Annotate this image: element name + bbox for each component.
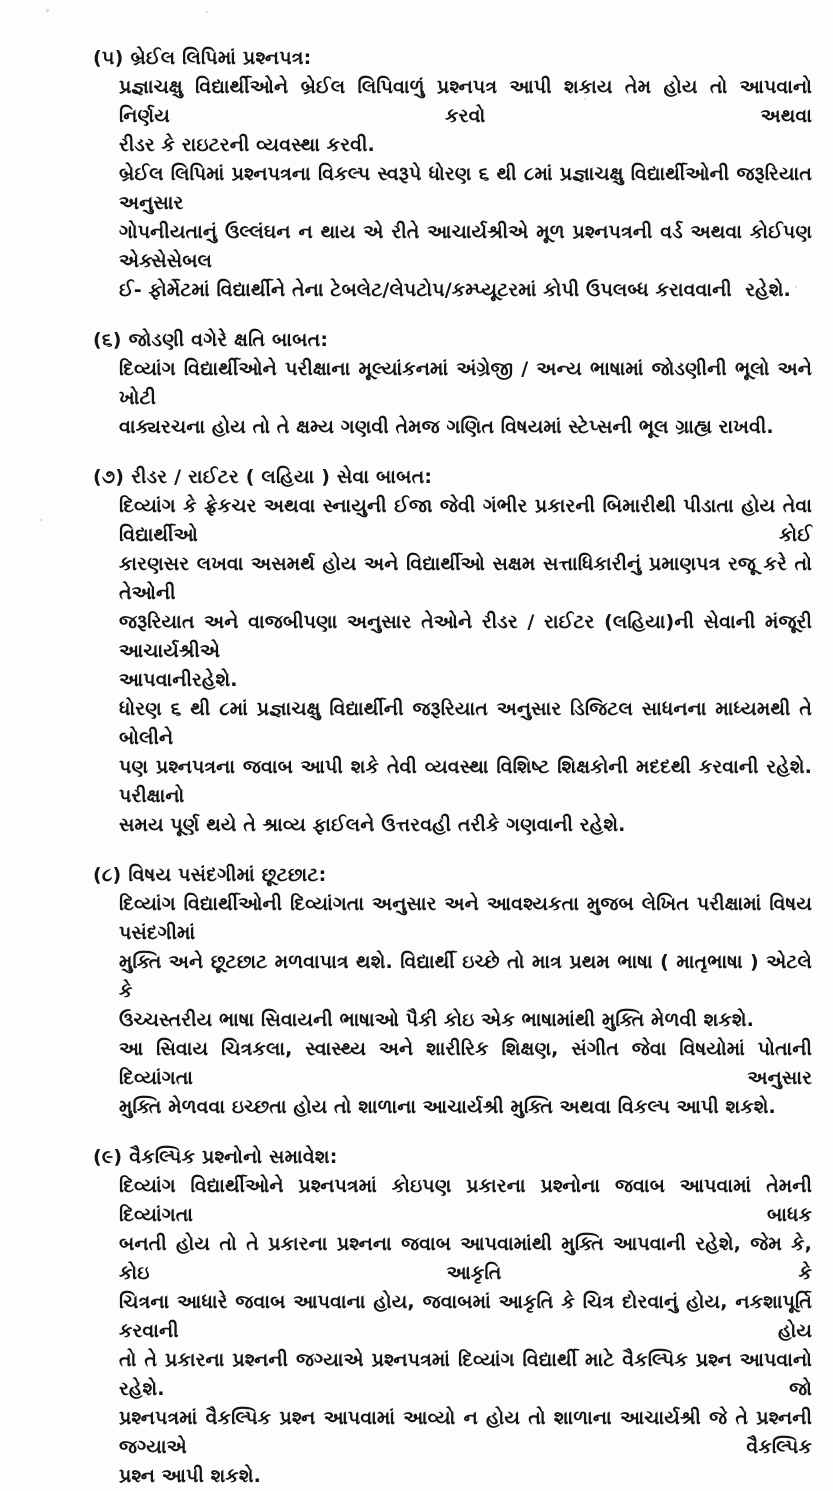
section-title: રીડર / રાઈટર ( લહિયા ) સેવા બાબત: xyxy=(131,466,433,488)
text-line: ચિત્રના આધારે જવાબ આપવાના હોય, જવાબમાં આકૃતિ કે ચિત્ર દોરવાનું હોય, નકશાપૂર્તિ કરવાની હોય xyxy=(119,1291,819,1342)
section-heading xyxy=(93,326,812,355)
scan-speck xyxy=(584,98,586,100)
text-line: દિવ્યાંગ વિદ્યાર્થીઓને પ્રશ્નપત્રમાં કોઇપણ પ્રકારના પ્રશ્નોના જવાબ આપવામાં તેમની દિવ્યાંગતા બાધક xyxy=(119,1175,819,1226)
text-line: કારણસર લખવા અસમર્થ હોય અને વિદ્યાર્થીઓ સક્ષમ સત્તાધિકારીનું પ્રમાણપત્ર રજૂ કરે તો તેઓની xyxy=(119,553,819,604)
scan-speck xyxy=(206,11,208,13)
section-heading xyxy=(93,1143,812,1172)
text-line: આપવાનીરહેશે. xyxy=(119,669,238,691)
section xyxy=(93,326,819,442)
section-title: જોડણી વગેરે ક્ષતિ બાબત: xyxy=(128,329,329,351)
scan-speck xyxy=(795,286,797,288)
sections-container xyxy=(93,44,819,1491)
text-line: પ્રજ્ઞાચક્ષુ વિદ્યાર્થીઓને બ્રેઈલ લિપિવાળું પ્રશ્નપત્ર આપી શકાય તેમ હોય તો આપવાનો નિર્ણય કરવો અથવા xyxy=(119,76,819,127)
text-line: પણ પ્રશ્નપત્રના જવાબ આપી શકે તેવી વ્યવસ્થા વિશિષ્ટ શિક્ષકોની મદદથી કરવાની રહેશે. પરીક્ષાનો xyxy=(119,756,819,807)
section xyxy=(93,861,819,1122)
section-number: (૫) xyxy=(93,47,124,69)
text-line: ગોપનીયતાનું ઉલ્લંઘન ન થાય એ રીતે આચાર્યશ્રીએ મૂળ પ્રશ્નપત્રની વર્ડ અથવા કોઈપણ એક્સેસેબલ xyxy=(119,221,819,272)
text-line: પ્રશ્નપત્રમાં વૈકલ્પિક પ્રશ્ન આપવામાં આવ્યો ન હોય તો શાળાના આચાર્યશ્રી જે તે પ્રશ્નની જગ્યાએ વૈકલ્પિક xyxy=(119,1407,819,1458)
section-title: વૈકલ્પિક પ્રશ્નોનો સમાવેશ: xyxy=(129,1146,338,1168)
scan-speck xyxy=(46,9,49,12)
scan-speck xyxy=(253,1013,255,1015)
section xyxy=(93,44,819,305)
section-number: (૬) xyxy=(93,329,122,351)
section-title: વિષય પસંદગીમાં છૂટછાટ: xyxy=(128,864,327,886)
text-line: સમય પૂર્ણ થયે તે શ્રાવ્ય ફાઈલને ઉત્તરવહી તરીકે ગણવાની રહેશે. xyxy=(119,814,626,836)
text-line: આ સિવાય ચિત્રકલા, સ્વાસ્થ્ય અને શારીરિક શિક્ષણ, સંગીત જેવા વિષયોમાં પોતાની દિવ્યાંગતા અનુસાર xyxy=(119,1038,819,1089)
section-body xyxy=(93,73,819,305)
text-line: પ્રશ્ન આપી શકશે. xyxy=(119,1465,261,1487)
text-line: વાક્યરચના હોય તો તે ક્ષમ્ય ગણવી તેમજ ગણિત વિષયમાં સ્ટેપ્સની ભૂલ ગ્રાહ્ય રાખવી. xyxy=(119,416,774,438)
text-line: મુક્તિ મેળવવા ઇચ્છતા હોય તો શાળાના આચાર્યશ્રી મુક્તિ અથવા વિકલ્પ આપી શકશે. xyxy=(119,1096,776,1118)
section-heading xyxy=(93,861,812,890)
text-line: દિવ્યાંગ વિદ્યાર્થીઓને પરીક્ષાના મૂલ્યાંકનમાં અંગ્રેજી / અન્ય ભાષામાં જોડણીની ભૂલો અને ખોટી xyxy=(119,358,819,409)
section-body xyxy=(93,1172,819,1491)
section xyxy=(93,1143,819,1491)
section-number: (૭) xyxy=(93,466,125,488)
text-line: તો તે પ્રકારના પ્રશ્નની જગ્યાએ પ્રશ્નપત્રમાં દિવ્યાંગ વિદ્યાર્થી માટે વૈકલ્પિક પ્રશ્ન આપવાનો રહેશે. જો xyxy=(119,1349,819,1400)
section-number: (૮) xyxy=(93,864,122,886)
text-line: ઉચ્ચસ્તરીય ભાષા સિવાયની ભાષાઓ પૈકી કોઇ એક ભાષામાંથી મુક્તિ મેળવી શકશે. xyxy=(119,1009,754,1031)
section-body xyxy=(93,890,819,1122)
section-number: (૯) xyxy=(93,1146,123,1168)
text-line: ધોરણ ૬ થી ૮માં પ્રજ્ઞાચક્ષુ વિદ્યાર્થીની જરૂરિયાત અનુસાર ડિજિટલ સાધનના માધ્યમથી તે બોલીને xyxy=(119,698,819,749)
section-body xyxy=(93,492,819,840)
text-line: જરૂરિયાત અને વાજબીપણા અનુસાર તેઓને રીડર / રાઈટર (લહિયા)ની સેવાની મંજૂરી આચાર્યશ્રીએ xyxy=(119,611,819,662)
text-line: રીડર કે રાઇટરની વ્યવસ્થા કરવી. xyxy=(119,134,375,156)
section-heading xyxy=(93,44,812,73)
section-heading xyxy=(93,463,812,492)
text-line: બનતી હોય તો તે પ્રકારના પ્રશ્નના જવાબ આપવામાંથી મુક્તિ આપવાની રહેશે, જેમ કે, કોઇ આકૃતિ કે xyxy=(119,1233,819,1284)
section xyxy=(93,463,819,840)
text-line: ઈ- ફોર્મેટમાં વિદ્યાર્થીને તેના ટેબલેટ/લેપટોપ/કમ્પ્યૂટરમાં કોપી ઉપલબ્ધ કરાવવાની રહેશે. xyxy=(119,279,791,301)
text-line: બ્રેઈલ લિપિમાં પ્રશ્નપત્રના વિકલ્પ સ્વરૂપે ધોરણ ૬ થી ૮માં પ્રજ્ઞાચક્ષુ વિદ્યાર્થીઓની જરૂરિયાત અનુસાર xyxy=(119,163,819,214)
section-title: બ્રેઈલ લિપિમાં પ્રશ્નપત્ર: xyxy=(130,47,312,69)
text-line: દિવ્યાંગ વિદ્યાર્થીઓની દિવ્યાંગતા અનુસાર અને આવશ્યકતા મુજબ લેખિત પરીક્ષામાં વિષય પસંદગીમાં xyxy=(119,893,819,944)
section-body xyxy=(93,355,819,442)
scan-speck xyxy=(40,519,42,521)
text-line: મુક્તિ અને છૂટછાટ મળવાપાત્ર થશે. વિદ્યાર્થી ઇચ્છે તો માત્ર પ્રથમ ભાષા ( માતૃભાષા ) એટલે કે xyxy=(119,951,819,1002)
text-line: દિવ્યાંગ કે ફ્રેકચર અથવા સ્નાયુની ઈજા જેવી ગંભીર પ્રકારની બિમારીથી પીડાતા હોય તેવા વિદ્યાર્થીઓ કોઈ xyxy=(119,495,819,546)
